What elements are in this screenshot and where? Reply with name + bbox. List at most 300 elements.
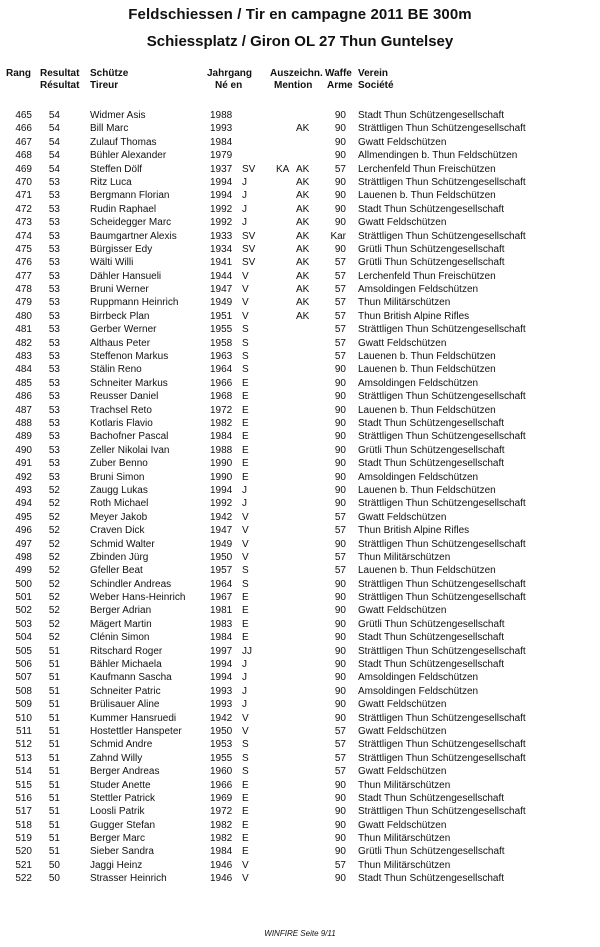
result-cell: 53	[48, 444, 60, 456]
shooter-name-cell: Reusser Daniel	[90, 391, 159, 403]
birth-year-cell: 1944	[210, 270, 233, 282]
shooter-name-cell: Ritschard Roger	[90, 645, 163, 657]
birth-year-cell: 1942	[210, 511, 233, 523]
category-cell: V	[242, 538, 249, 550]
shooter-name-cell: Bruni Simon	[90, 471, 145, 483]
birth-year-cell: 1972	[210, 404, 233, 416]
category-cell: E	[242, 833, 249, 845]
club-cell: Grütli Thun Schützengesellschaft	[358, 243, 505, 255]
result-cell: 51	[48, 846, 60, 858]
birth-year-cell: 1966	[210, 377, 233, 389]
club-cell: Strättligen Thun Schützengesellschaft	[358, 739, 526, 751]
table-row	[0, 832, 600, 845]
club-cell: Stadt Thun Schützengesellschaft	[358, 659, 505, 671]
club-cell: Stadt Thun Schützengesellschaft	[358, 792, 505, 804]
table-row	[0, 404, 600, 417]
club-cell: Grütli Thun Schützengesellschaft	[358, 618, 505, 630]
birth-year-cell: 1946	[210, 873, 233, 885]
table-row	[0, 136, 600, 149]
table-row	[0, 350, 600, 363]
weapon-cell: Kar	[330, 230, 346, 242]
table-row	[0, 618, 600, 631]
result-cell: 51	[48, 712, 60, 724]
shooter-name-cell: Schmid Andre	[90, 739, 153, 751]
club-cell: Strättligen Thun Schützengesellschaft	[358, 752, 526, 764]
weapon-cell: 90	[334, 806, 346, 818]
club-cell: Strättligen Thun Schützengesellschaft	[358, 538, 526, 550]
weapon-cell: 90	[334, 150, 346, 162]
birth-year-cell: 1993	[210, 699, 233, 711]
result-cell: 54	[48, 150, 60, 162]
category-cell: V	[242, 712, 249, 724]
shooter-name-cell: Zahnd Willy	[90, 752, 143, 764]
result-cell: 53	[48, 284, 60, 296]
result-cell: 52	[48, 578, 60, 590]
category-cell: V	[242, 270, 249, 282]
result-cell: 53	[48, 417, 60, 429]
club-cell: Gwatt Feldschützen	[358, 725, 447, 737]
rank-cell: 522	[15, 873, 32, 885]
shooter-name-cell: Rudin Raphael	[90, 203, 157, 215]
birth-year-cell: 1994	[210, 176, 233, 188]
table-row	[0, 283, 600, 296]
category-cell: E	[242, 391, 249, 403]
result-cell: 50	[48, 873, 60, 885]
rank-cell: 499	[15, 565, 32, 577]
table-row	[0, 430, 600, 443]
weapon-cell: 57	[334, 725, 346, 737]
result-cell: 53	[48, 217, 60, 229]
weapon-cell: 57	[334, 324, 346, 336]
award-mark-cell: AK	[296, 176, 310, 188]
birth-year-cell: 1994	[210, 659, 233, 671]
birth-year-cell: 1964	[210, 364, 233, 376]
birth-year-cell: 1992	[210, 203, 233, 215]
table-row	[0, 551, 600, 564]
shooter-name-cell: Schneiter Patric	[90, 685, 161, 697]
weapon-cell: 90	[334, 645, 346, 657]
award-mark-cell: AK	[296, 203, 310, 215]
result-cell: 51	[48, 699, 60, 711]
weapon-cell: 90	[334, 190, 346, 202]
rank-cell: 508	[15, 685, 32, 697]
birth-year-cell: 1950	[210, 551, 233, 563]
club-cell: Stadt Thun Schützengesellschaft	[358, 458, 505, 470]
category-cell: E	[242, 632, 249, 644]
category-cell: SV	[242, 163, 256, 175]
club-cell: Amsoldingen Feldschützen	[358, 672, 479, 684]
result-cell: 51	[48, 725, 60, 737]
club-cell: Strättligen Thun Schützengesellschaft	[358, 324, 526, 336]
table-row	[0, 296, 600, 309]
rank-cell: 513	[15, 752, 32, 764]
result-cell: 53	[48, 431, 60, 443]
birth-year-cell: 1946	[210, 859, 233, 871]
rank-cell: 502	[15, 605, 32, 617]
result-cell: 53	[48, 310, 60, 322]
category-cell: S	[242, 766, 249, 778]
birth-year-cell: 1963	[210, 351, 233, 363]
birth-year-cell: 1953	[210, 739, 233, 751]
shooter-name-cell: Gfeller Beat	[90, 565, 143, 577]
rank-cell: 515	[15, 779, 32, 791]
club-cell: Strättligen Thun Schützengesellschaft	[358, 578, 526, 590]
shooter-name-cell: Stettler Patrick	[90, 792, 156, 804]
category-cell: V	[242, 525, 249, 537]
rank-cell: 504	[15, 632, 32, 644]
club-cell: Lauenen b. Thun Feldschützen	[358, 404, 496, 416]
club-cell: Stadt Thun Schützengesellschaft	[358, 203, 505, 215]
result-cell: 53	[48, 297, 60, 309]
weapon-cell: 57	[334, 351, 346, 363]
birth-year-cell: 1942	[210, 712, 233, 724]
result-cell: 54	[48, 110, 60, 121]
category-cell: E	[242, 592, 249, 604]
result-cell: 53	[48, 337, 60, 349]
shooter-name-cell: Berger Andreas	[90, 766, 160, 778]
rank-cell: 474	[15, 230, 32, 242]
shooter-name-cell: Bergmann Florian	[90, 190, 170, 202]
weapon-cell: 57	[334, 525, 346, 537]
table-row	[0, 645, 600, 658]
category-cell: E	[242, 779, 249, 791]
weapon-cell: 90	[334, 391, 346, 403]
category-cell: V	[242, 725, 249, 737]
rank-cell: 490	[15, 444, 32, 456]
category-cell: E	[242, 846, 249, 858]
shooter-name-cell: Kummer Hansruedi	[90, 712, 177, 724]
rank-cell: 467	[15, 136, 32, 148]
results-table	[0, 109, 600, 886]
shooter-name-cell: Mägert Martin	[90, 618, 152, 630]
table-row	[0, 591, 600, 604]
category-cell: V	[242, 284, 249, 296]
shooter-name-cell: Ritz Luca	[90, 176, 132, 188]
birth-year-cell: 1955	[210, 324, 233, 336]
category-cell: S	[242, 565, 249, 577]
shooter-name-cell: Bühler Alexander	[90, 150, 167, 162]
result-cell: 53	[48, 391, 60, 403]
club-cell: Lauenen b. Thun Feldschützen	[358, 364, 496, 376]
shooter-name-cell: Schindler Andreas	[90, 578, 172, 590]
award-mark-cell: AK	[296, 310, 310, 322]
table-row	[0, 256, 600, 269]
table-row	[0, 738, 600, 751]
table-row	[0, 658, 600, 671]
table-row	[0, 176, 600, 189]
club-cell: Strättligen Thun Schützengesellschaft	[358, 391, 526, 403]
header-waffe: Waffe Arme	[325, 68, 353, 91]
club-cell: Strättligen Thun Schützengesellschaft	[358, 712, 526, 724]
club-cell: Gwatt Feldschützen	[358, 699, 447, 711]
shooter-name-cell: Zaugg Lukas	[90, 484, 148, 496]
shooter-name-cell: Scheidegger Marc	[90, 217, 172, 229]
shooter-name-cell: Steffen Dölf	[90, 163, 143, 175]
weapon-cell: 90	[334, 685, 346, 697]
rank-cell: 511	[16, 725, 32, 737]
club-cell: Lauenen b. Thun Feldschützen	[358, 484, 496, 496]
shooter-name-cell: Bachofner Pascal	[90, 431, 169, 443]
rank-cell: 505	[15, 645, 32, 657]
category-cell: J	[242, 659, 247, 671]
header-jahrgang: Jahrgang Né en	[207, 68, 253, 91]
shooter-name-cell: Bürgisser Edy	[90, 243, 153, 255]
weapon-cell: 90	[334, 659, 346, 671]
club-cell: Thun British Alpine Rifles	[358, 525, 470, 537]
shooter-name-cell: Berger Marc	[90, 833, 146, 845]
document-subtitle: Schiessplatz / Giron OL 27 Thun Guntelsey	[146, 33, 454, 50]
weapon-cell: 90	[334, 404, 346, 416]
birth-year-cell: 1955	[210, 752, 233, 764]
club-cell: Gwatt Feldschützen	[358, 605, 447, 617]
result-cell: 52	[48, 592, 60, 604]
table-row	[0, 538, 600, 551]
category-cell: V	[242, 297, 249, 309]
club-cell: Strättligen Thun Schützengesellschaft	[358, 176, 526, 188]
birth-year-cell: 1981	[210, 605, 233, 617]
table-row	[0, 631, 600, 644]
club-cell: Strättligen Thun Schützengesellschaft	[358, 498, 526, 510]
award-mark-cell: AK	[296, 163, 310, 175]
shooter-name-cell: Jaggi Heinz	[90, 859, 143, 871]
shooter-name-cell: Dähler Hansueli	[90, 270, 162, 282]
birth-year-cell: 1969	[210, 792, 233, 804]
category-cell: E	[242, 417, 249, 429]
result-cell: 52	[48, 551, 60, 563]
birth-year-cell: 1982	[210, 417, 233, 429]
table-row	[0, 511, 600, 524]
result-cell: 53	[48, 351, 60, 363]
club-cell: Amsoldingen Feldschützen	[358, 284, 479, 296]
category-cell: V	[242, 511, 249, 523]
birth-year-cell: 1951	[210, 310, 233, 322]
result-cell: 51	[48, 833, 60, 845]
result-cell: 53	[48, 190, 60, 202]
shooter-name-cell: Berger Adrian	[90, 605, 152, 617]
award-mark-cell: AK	[296, 217, 310, 229]
shooter-name-cell: Bruni Werner	[90, 284, 149, 296]
category-cell: J	[242, 685, 247, 697]
shooter-name-cell: Gerber Werner	[90, 324, 157, 336]
result-cell: 53	[48, 257, 60, 269]
category-cell: S	[242, 578, 249, 590]
category-cell: S	[242, 351, 249, 363]
shooter-name-cell: Hostettler Hanspeter	[90, 725, 182, 737]
result-cell: 53	[48, 243, 60, 255]
category-cell: J	[242, 699, 247, 711]
weapon-cell: 57	[334, 739, 346, 751]
rank-cell: 498	[15, 551, 32, 563]
club-cell: Strättligen Thun Schützengesellschaft	[358, 592, 526, 604]
birth-year-cell: 1982	[210, 819, 233, 831]
birth-year-cell: 1967	[210, 592, 233, 604]
club-cell: Thun Militärschützen	[358, 551, 451, 563]
weapon-cell: 90	[334, 431, 346, 443]
weapon-cell: 90	[334, 779, 346, 791]
birth-year-cell: 1950	[210, 725, 233, 737]
weapon-cell: 90	[334, 217, 346, 229]
result-cell: 51	[48, 752, 60, 764]
club-cell: Lerchenfeld Thun Freischützen	[358, 270, 496, 282]
club-cell: Amsoldingen Feldschützen	[358, 685, 479, 697]
shooter-name-cell: Stälin Reno	[90, 364, 142, 376]
weapon-cell: 90	[334, 833, 346, 845]
rank-cell: 510	[15, 712, 32, 724]
result-cell: 53	[48, 458, 60, 470]
birth-year-cell: 1982	[210, 833, 233, 845]
rank-cell: 480	[15, 310, 32, 322]
rank-cell: 501	[15, 592, 32, 604]
category-cell: E	[242, 792, 249, 804]
birth-year-cell: 1988	[210, 110, 233, 121]
category-cell: J	[242, 217, 247, 229]
shooter-name-cell: Ruppmann Heinrich	[90, 297, 179, 309]
club-cell: Thun Militärschützen	[358, 833, 451, 845]
result-cell: 51	[48, 739, 60, 751]
result-cell: 51	[48, 685, 60, 697]
table-row	[0, 805, 600, 818]
birth-year-cell: 1957	[210, 565, 233, 577]
rank-cell: 465	[15, 110, 32, 121]
result-cell: 53	[48, 203, 60, 215]
table-row	[0, 310, 600, 323]
award-mark-cell: AK	[296, 297, 310, 309]
table-row	[0, 203, 600, 216]
shooter-name-cell: Zuber Benno	[90, 458, 148, 470]
club-cell: Thun Militärschützen	[358, 297, 451, 309]
club-cell: Strättligen Thun Schützengesellschaft	[358, 123, 526, 135]
club-cell: Gwatt Feldschützen	[358, 337, 447, 349]
club-cell: Strättligen Thun Schützengesellschaft	[358, 230, 526, 242]
rank-cell: 486	[15, 391, 32, 403]
shooter-name-cell: Bähler Michaela	[90, 659, 162, 671]
weapon-cell: 90	[334, 176, 346, 188]
result-cell: 53	[48, 176, 60, 188]
table-row	[0, 270, 600, 283]
shooter-name-cell: Zeller Nikolai Ivan	[90, 444, 170, 456]
award-cell: KA	[276, 163, 290, 175]
rank-cell: 512	[15, 739, 32, 751]
table-row	[0, 604, 600, 617]
table-row	[0, 149, 600, 162]
rank-cell: 471	[15, 190, 32, 202]
club-cell: Lauenen b. Thun Feldschützen	[358, 351, 496, 363]
birth-year-cell: 1949	[210, 538, 233, 550]
weapon-cell: 90	[334, 819, 346, 831]
birth-year-cell: 1947	[210, 284, 233, 296]
category-cell: E	[242, 806, 249, 818]
result-cell: 52	[48, 618, 60, 630]
rank-cell: 468	[15, 150, 32, 162]
weapon-cell: 90	[334, 444, 346, 456]
rank-cell: 477	[15, 270, 32, 282]
table-row	[0, 189, 600, 202]
weapon-cell: 90	[334, 792, 346, 804]
result-cell: 51	[48, 645, 60, 657]
shooter-name-cell: Roth Michael	[90, 498, 149, 510]
weapon-cell: 90	[334, 699, 346, 711]
weapon-cell: 90	[334, 672, 346, 684]
birth-year-cell: 1993	[210, 123, 233, 135]
weapon-cell: 90	[334, 592, 346, 604]
shooter-name-cell: Weber Hans-Heinrich	[90, 592, 186, 604]
rank-cell: 517	[15, 806, 32, 818]
category-cell: E	[242, 404, 249, 416]
weapon-cell: 90	[334, 484, 346, 496]
header-verein: Verein Société	[358, 68, 394, 91]
club-cell: Strättligen Thun Schützengesellschaft	[358, 431, 526, 443]
shooter-name-cell: Strasser Heinrich	[90, 873, 167, 885]
rank-cell: 521	[15, 859, 32, 871]
weapon-cell: 57	[334, 310, 346, 322]
birth-year-cell: 1949	[210, 297, 233, 309]
rank-cell: 497	[15, 538, 32, 550]
rank-cell: 506	[15, 659, 32, 671]
club-cell: Gwatt Feldschützen	[358, 511, 447, 523]
category-cell: E	[242, 819, 249, 831]
result-cell: 52	[48, 511, 60, 523]
club-cell: Strättligen Thun Schützengesellschaft	[358, 806, 526, 818]
birth-year-cell: 1994	[210, 190, 233, 202]
category-cell: E	[242, 605, 249, 617]
weapon-cell: 90	[334, 458, 346, 470]
shooter-name-cell: Studer Anette	[90, 779, 151, 791]
result-cell: 53	[48, 364, 60, 376]
birth-year-cell: 1968	[210, 391, 233, 403]
rank-cell: 481	[15, 324, 32, 336]
club-cell: Lauenen b. Thun Feldschützen	[358, 565, 496, 577]
birth-year-cell: 1966	[210, 779, 233, 791]
result-cell: 53	[48, 230, 60, 242]
club-cell: Lerchenfeld Thun Freischützen	[358, 163, 496, 175]
table-row	[0, 323, 600, 336]
club-cell: Allmendingen b. Thun Feldschützen	[358, 150, 518, 162]
rank-cell: 469	[15, 163, 32, 175]
rank-cell: 466	[15, 123, 32, 135]
birth-year-cell: 1958	[210, 337, 233, 349]
category-cell: S	[242, 739, 249, 751]
club-cell: Stadt Thun Schützengesellschaft	[358, 110, 505, 121]
shooter-name-cell: Althaus Peter	[90, 337, 151, 349]
result-cell: 53	[48, 324, 60, 336]
table-row	[0, 243, 600, 256]
club-cell: Amsoldingen Feldschützen	[358, 471, 479, 483]
rank-cell: 472	[15, 203, 32, 215]
document-title: Feldschiessen / Tir en campagne 2011 BE 300m	[128, 6, 472, 23]
club-cell: Stadt Thun Schützengesellschaft	[358, 417, 505, 429]
shooter-name-cell: Schneiter Markus	[90, 377, 168, 389]
table-row	[0, 524, 600, 537]
result-cell: 51	[48, 779, 60, 791]
weapon-cell: 57	[334, 297, 346, 309]
rank-cell: 475	[15, 243, 32, 255]
rank-cell: 488	[15, 417, 32, 429]
club-cell: Gwatt Feldschützen	[358, 217, 447, 229]
result-cell: 54	[48, 136, 60, 148]
category-cell: S	[242, 324, 249, 336]
weapon-cell: 90	[334, 110, 346, 121]
rank-cell: 484	[15, 364, 32, 376]
rank-cell: 495	[15, 511, 32, 523]
club-cell: Lauenen b. Thun Feldschützen	[358, 190, 496, 202]
table-row	[0, 685, 600, 698]
table-row	[0, 845, 600, 858]
category-cell: E	[242, 458, 249, 470]
weapon-cell: 90	[334, 712, 346, 724]
club-cell: Grütli Thun Schützengesellschaft	[358, 257, 505, 269]
birth-year-cell: 1972	[210, 806, 233, 818]
result-cell: 51	[48, 659, 60, 671]
